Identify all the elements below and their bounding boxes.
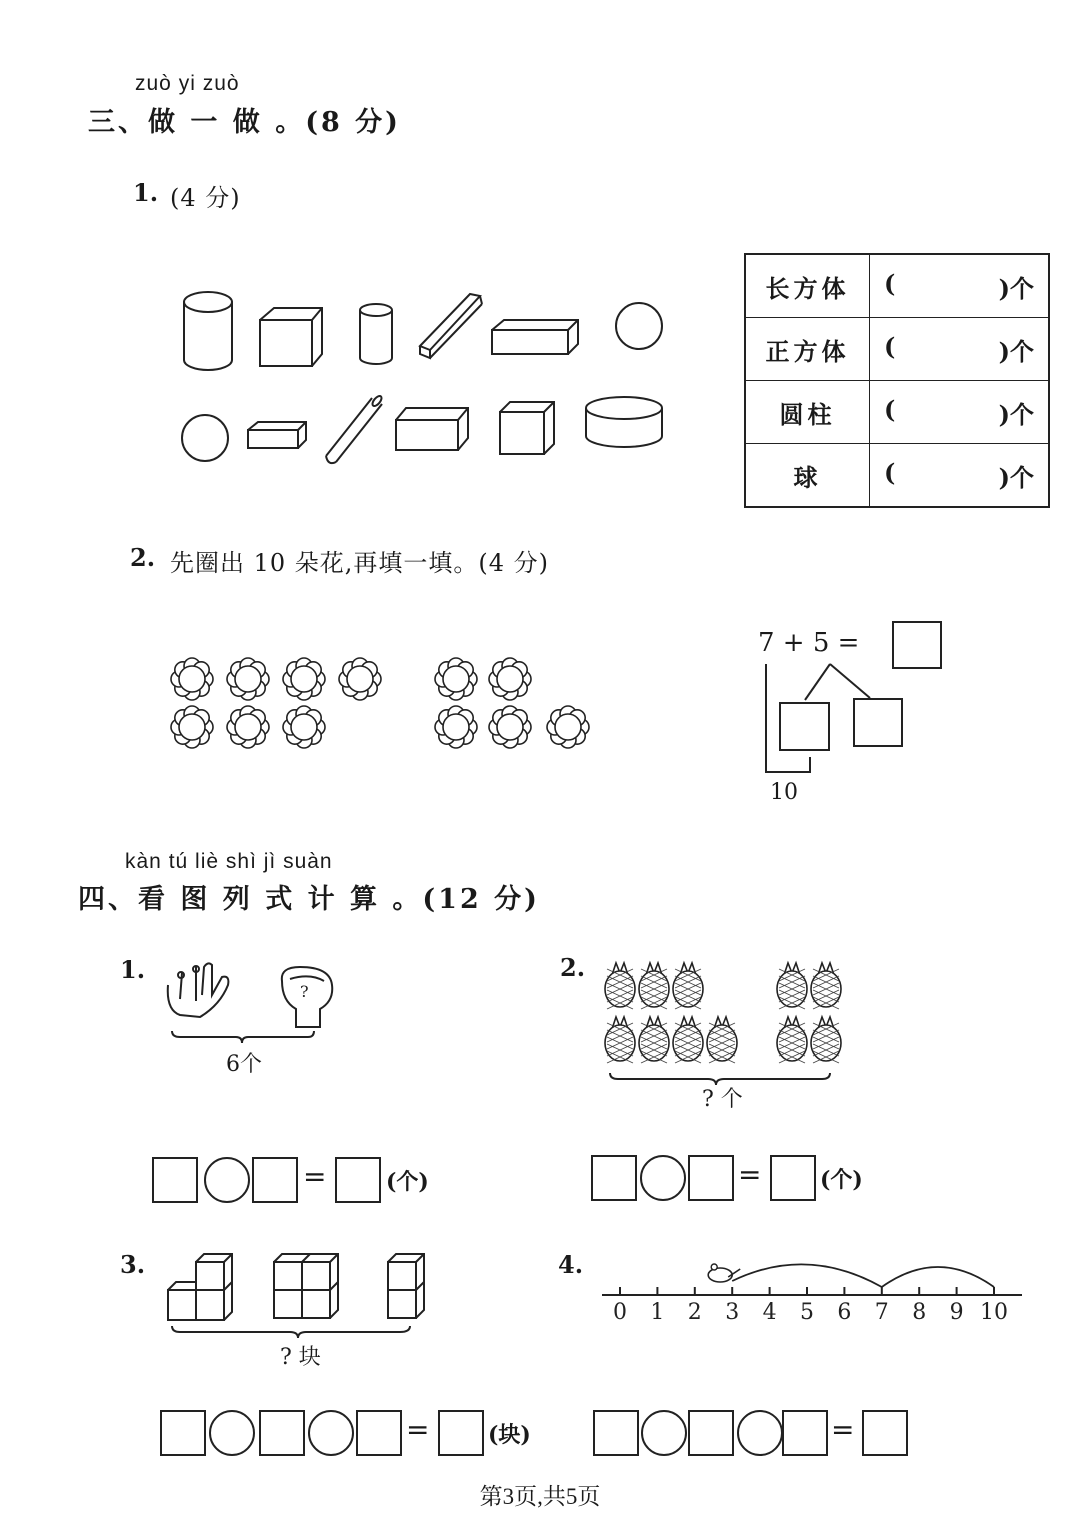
shape-count-table bbox=[744, 253, 1050, 508]
result-box[interactable] bbox=[770, 1155, 816, 1201]
svg-text:?: ? bbox=[300, 982, 309, 1001]
sphere-shape-2 bbox=[182, 415, 228, 461]
result-box[interactable] bbox=[335, 1157, 381, 1203]
question2-number: 2. bbox=[130, 543, 156, 572]
closed-fist-icon bbox=[282, 967, 332, 1027]
operator-circle[interactable] bbox=[308, 1410, 354, 1456]
flower-icon bbox=[283, 706, 325, 748]
paren-close-unit: )个 bbox=[998, 399, 1034, 429]
operand-box[interactable] bbox=[591, 1155, 637, 1201]
section4-title: 四、看 图 列 式 计 算 。(12 分) bbox=[78, 884, 540, 915]
table-row bbox=[745, 444, 1049, 508]
operand-box[interactable] bbox=[152, 1157, 198, 1203]
cube-shape bbox=[260, 308, 322, 366]
section3-pinyin: zuò yi zuò bbox=[135, 72, 240, 95]
jump-arc bbox=[732, 1264, 882, 1287]
paren-close-unit: )个 bbox=[998, 462, 1034, 492]
flower-icon bbox=[435, 706, 477, 748]
problem2-total: ? 个 bbox=[702, 1087, 743, 1112]
page-footer: 第3页,共5页 bbox=[479, 1484, 601, 1509]
bracket-label: 10 bbox=[770, 780, 798, 805]
pineapple-icon bbox=[673, 963, 703, 1009]
problem1-number: 1. bbox=[120, 955, 146, 984]
question1-points: (4 分) bbox=[170, 184, 241, 212]
problem1-unit: (个) bbox=[386, 1169, 429, 1195]
section4-pinyin: kàn tú liè shì jì suàn bbox=[125, 850, 333, 873]
operand-box[interactable] bbox=[259, 1410, 305, 1456]
sphere-shape bbox=[616, 303, 662, 349]
shape-name: 正方体 bbox=[745, 318, 870, 381]
tick-label: 10 bbox=[980, 1300, 1008, 1325]
operand-box[interactable] bbox=[252, 1157, 298, 1203]
long-stick-shape bbox=[420, 294, 482, 358]
count-blank[interactable] bbox=[870, 444, 1050, 508]
operator-circle[interactable] bbox=[209, 1410, 255, 1456]
tick-label: 3 bbox=[725, 1300, 740, 1325]
make-ten-equation: 7 + 5 = bbox=[758, 628, 860, 658]
table-row bbox=[745, 381, 1049, 444]
flower-icon bbox=[489, 706, 531, 748]
flower-icon bbox=[489, 658, 531, 700]
pineapple-icon bbox=[639, 963, 669, 1009]
operand-box[interactable] bbox=[356, 1410, 402, 1456]
result-box[interactable] bbox=[862, 1410, 908, 1456]
open-hand-icon bbox=[168, 963, 229, 1017]
split-box-right[interactable] bbox=[853, 698, 903, 747]
operand-box[interactable] bbox=[593, 1410, 639, 1456]
pineapples-figure bbox=[598, 955, 848, 1085]
problem2-number: 2. bbox=[560, 953, 586, 982]
equals-sign: = bbox=[406, 1413, 430, 1446]
operator-circle[interactable] bbox=[737, 1410, 783, 1456]
tick-label: 4 bbox=[762, 1300, 777, 1325]
split-box-left[interactable] bbox=[779, 702, 830, 751]
question1-number: 1. bbox=[133, 178, 159, 207]
equals-sign: = bbox=[738, 1158, 762, 1191]
slanted-cylinder-shape bbox=[326, 394, 383, 463]
problem3-unit: (块) bbox=[488, 1422, 531, 1448]
paren-close-unit: )个 bbox=[998, 336, 1034, 366]
small-cuboid-shape bbox=[248, 422, 306, 448]
equals-sign: = bbox=[303, 1160, 327, 1193]
tick-label: 5 bbox=[800, 1300, 814, 1325]
paren-open: ( bbox=[884, 331, 896, 361]
pineapple-icon bbox=[777, 963, 807, 1009]
number-line bbox=[600, 1250, 1030, 1330]
cylinder-shape bbox=[184, 292, 232, 370]
pineapple-icon bbox=[811, 1017, 841, 1063]
tick-label: 6 bbox=[837, 1300, 852, 1325]
result-box[interactable] bbox=[438, 1410, 484, 1456]
flower-icon bbox=[339, 658, 381, 700]
count-blank[interactable] bbox=[870, 254, 1050, 318]
tick-label: 7 bbox=[874, 1300, 889, 1325]
pineapple-icon bbox=[811, 963, 841, 1009]
section3-title: 三、做 一 做 。(8 分) bbox=[88, 107, 401, 138]
tick-label: 1 bbox=[650, 1300, 665, 1325]
tick-label: 9 bbox=[949, 1300, 964, 1325]
count-blank[interactable] bbox=[870, 381, 1050, 444]
operand-box[interactable] bbox=[782, 1410, 828, 1456]
operand-box[interactable] bbox=[688, 1410, 734, 1456]
operator-circle[interactable] bbox=[640, 1155, 686, 1201]
tick-label: 8 bbox=[912, 1300, 927, 1325]
table-row bbox=[745, 318, 1049, 381]
operator-circle[interactable] bbox=[204, 1157, 250, 1203]
cube-shape-2 bbox=[500, 402, 554, 454]
pineapple-icon bbox=[707, 1017, 737, 1063]
paren-close-unit: )个 bbox=[998, 273, 1034, 303]
problem2-unit: (个) bbox=[820, 1167, 863, 1193]
flower-icon bbox=[227, 706, 269, 748]
hands-figure bbox=[160, 955, 340, 1045]
shape-name: 长方体 bbox=[745, 254, 870, 318]
flower-icon bbox=[171, 658, 213, 700]
small-cylinder-shape bbox=[360, 304, 392, 364]
problem1-total: 6个 bbox=[226, 1052, 262, 1077]
pineapple-icon bbox=[605, 1017, 635, 1063]
paren-open: ( bbox=[884, 457, 896, 487]
problem4-number: 4. bbox=[558, 1250, 584, 1279]
tick-label: 0 bbox=[613, 1300, 627, 1325]
flowers-figure bbox=[170, 655, 600, 755]
problem3-total: ? 块 bbox=[280, 1345, 321, 1370]
tick-label: 2 bbox=[687, 1300, 702, 1325]
pineapple-icon bbox=[605, 963, 635, 1009]
flower-icon bbox=[435, 658, 477, 700]
jump-arc bbox=[882, 1267, 994, 1287]
problem3-number: 3. bbox=[120, 1250, 146, 1279]
pineapple-icon bbox=[673, 1017, 703, 1063]
flower-icon bbox=[171, 706, 213, 748]
equals-sign: = bbox=[831, 1413, 855, 1446]
shape-name: 圆柱 bbox=[745, 381, 870, 444]
flat-cuboid-shape bbox=[492, 320, 578, 354]
cuboid-shape bbox=[396, 408, 468, 450]
shape-name: 球 bbox=[745, 444, 870, 508]
operator-circle[interactable] bbox=[641, 1410, 687, 1456]
solid-shapes-figure bbox=[170, 280, 680, 470]
table-row bbox=[745, 254, 1049, 318]
paren-open: ( bbox=[884, 394, 896, 424]
pineapple-icon bbox=[777, 1017, 807, 1063]
question2-text: 先圈出 10 朵花,再填一填。(4 分) bbox=[170, 549, 550, 577]
count-blank[interactable] bbox=[870, 318, 1050, 381]
pineapple-icon bbox=[639, 1017, 669, 1063]
paren-open: ( bbox=[884, 268, 896, 298]
short-cylinder-shape bbox=[586, 397, 662, 447]
flower-icon bbox=[283, 658, 325, 700]
operand-box[interactable] bbox=[688, 1155, 734, 1201]
flower-icon bbox=[547, 706, 589, 748]
flower-icon bbox=[227, 658, 269, 700]
operand-box[interactable] bbox=[160, 1410, 206, 1456]
blocks-figure bbox=[160, 1250, 440, 1340]
